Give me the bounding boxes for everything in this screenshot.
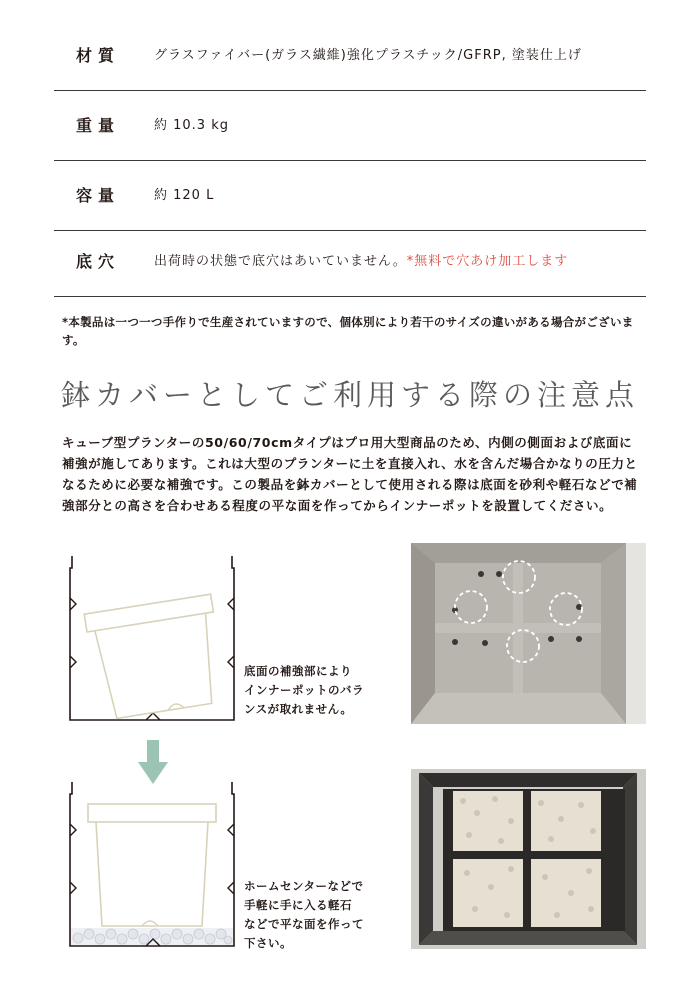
tilted-pot-diagram: [62, 556, 242, 726]
free-drilling-note: *無料で穴あけ加工します: [406, 254, 569, 269]
spec-value: 約 10.3 kg: [154, 118, 229, 133]
handmade-note: *本製品は一つ一つ手作りで生産されていますので、個体別により若干のサイズの違いがある場合がございます。: [62, 315, 634, 347]
spec-value: 約 120 L: [154, 188, 215, 203]
spec-label: 材質: [76, 46, 121, 65]
spec-row-weight: [54, 91, 646, 161]
level-pot-diagram: [62, 782, 242, 952]
section-title: 鉢カバーとしてご利用する際の注意点: [0, 373, 700, 414]
spec-value: グラスファイバー(ガラス繊維)強化プラスチック/GFRP, 塗装仕上げ: [154, 48, 582, 63]
spec-row-drain-hole: [54, 227, 646, 297]
caption-bottom: ホームセンターなどで 手軽に手に入る軽石 などで平な面を作って 下さい。: [244, 879, 364, 950]
body-text: キューブ型プランターの50/60/70cmタイプはプロ用大型商品のため、内側の側面および底面に補強が施してあります。これは大型のプランターに土を直接入れ、水を含んだ場合かなりの圧力となるために必要な補強です。この製品を鉢カバーとして使用される際は底面を砂利や軽石などで補強部分との高さを合わせある程度の平な面を作ってからインナーポットを設置してください。: [62, 435, 638, 513]
arrow-down-icon: [138, 740, 168, 786]
spec-label: 重量: [76, 116, 121, 135]
pumice-filled-photo: [411, 769, 646, 949]
spec-row-material: [54, 21, 646, 91]
reinforced-bottom-photo: [411, 543, 646, 724]
spec-value: 出荷時の状態で底穴はあいていません。*無料で穴あけ加工します: [154, 254, 569, 269]
caption-top: 底面の補強部により インナーポットのバラ ンスが取れません。: [244, 664, 364, 716]
spec-row-capacity: [54, 161, 646, 231]
spec-label: 容量: [76, 186, 121, 205]
spec-label: 底穴: [76, 252, 121, 271]
